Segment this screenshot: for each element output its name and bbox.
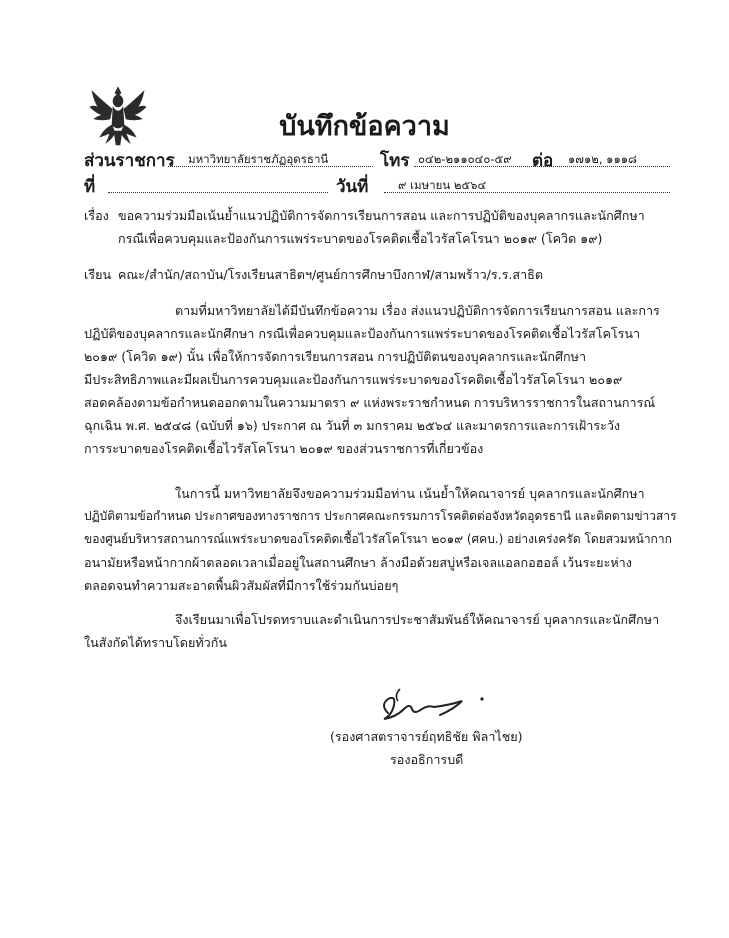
agency-label: ส่วนราชการ [84, 151, 175, 171]
recipient-label: เรียน [84, 267, 112, 282]
paragraph-1-line: ตามที่มหาวิทยาลัยได้มีบันทึกข้อความ เรื่อง ส่งแนวปฏิบัติการจัดการเรียนการสอน และการ [175, 303, 660, 318]
date-value: ๙ เมษายน ๒๕๖๔ [398, 178, 487, 192]
subject-label: เรื่อง [84, 208, 109, 223]
paragraph-1-line: สอดคล้องตามข้อกำหนดออกตามในความมาตรา ๙ แห่งพระราชกำหนด การบริหารราชการในสถานการณ์ [84, 395, 656, 410]
subject-line-1: ขอความร่วมมือเน้นย้ำแนวปฏิบัติการจัดการเรียนการสอน และการปฏิบัติของบุคลากรและนักศึกษา [118, 208, 645, 223]
paragraph-1-line: มีประสิทธิภาพและมีผลเป็นการควบคุมและป้องกันการแพร่ระบาดของโรคติดเชื้อไวรัสโคโรนา ๒๐๑๙ [84, 372, 623, 387]
paragraph-3-line: จึงเรียนมาเพื่อโปรดทราบและดำเนินการประชาสัมพันธ์ให้คณาจารย์ บุคลากรและนักศึกษา [175, 612, 660, 627]
phone-value: ๐๔๒-๒๑๑๐๔๐-๕๙ [418, 152, 512, 166]
number-label: ที่ [84, 177, 96, 197]
extension-value: ๑๗๑๒, ๑๑๑๘ [568, 152, 637, 166]
extension-label: ต่อ [532, 151, 554, 171]
paragraph-2-line: ของศูนย์บริหารสถานการณ์แพร่ระบาดของโรคติดเชื้อไวรัสโคโรนา ๒๐๑๙ (ศคบ.) อย่างเคร่งครัด โดยสวมหน้ากาก [84, 532, 672, 546]
paragraph-2-line: ตลอดจนทำความสะอาดพื้นผิวสัมผัสที่มีการใช้ร่วมกันบ่อยๆ [84, 578, 399, 593]
paragraph-1-line: ฉุกเฉิน พ.ศ. ๒๕๔๘ (ฉบับที่ ๑๖) ประกาศ ณ วันที่ ๓ มกราคม ๒๕๖๔ และมาตรการและการเฝ้าระวัง [84, 418, 621, 433]
signer-position: รองอธิการบดี [390, 752, 464, 767]
paragraph-2-line: ปฏิบัติตามข้อกำหนด ประกาศของทางราชการ ประกาศคณะกรรมการโรคติดต่อจังหวัดอุดรธานี และติดตามข่าวสาร [84, 509, 677, 523]
subject-line-2: กรณีเพื่อควบคุมและป้องกันการแพร่ระบาดของโรคติดเชื้อไวรัสโคโรนา ๒๐๑๙ (โควิด ๑๙) [118, 231, 603, 246]
signer-name: (รองศาสตราจารย์ฤทธิชัย พิลาไชย) [330, 729, 523, 744]
paragraph-1-line: ปฏิบัติของบุคลากรและนักศึกษา กรณีเพื่อควบคุมและป้องกันการแพร่ระบาดของโรคติดเชื้อไวรัสโคโรนา [84, 326, 641, 341]
paragraph-2-line: ในการนี้ มหาวิทยาลัยจึงขอความร่วมมือท่าน เน้นย้ำให้คณาจารย์ บุคลากรและนักศึกษา [175, 486, 645, 501]
agency-value: มหาวิทยาลัยราชภัฏอุดรธานี [188, 152, 329, 166]
number-dotted-line [108, 192, 328, 193]
recipient-value: คณะ/สำนัก/สถาบัน/โรงเรียนสาธิตฯ/ศูนย์การศึกษาบึงกาฬ/สามพร้าว/ร.ร.สาธิต [118, 267, 544, 282]
phone-label: โทร [380, 151, 410, 171]
paragraph-3-line: ในสังกัดได้ทราบโดยทั่วกัน [84, 635, 227, 650]
memo-title: บันทึกข้อความ [279, 111, 450, 142]
paragraph-1-line: ๒๐๑๙ (โควิด ๑๙) นั้น เพื่อให้การจัดการเรียนการสอน การปฏิบัติตนของบุคลากรและนักศึกษา [84, 349, 587, 364]
paragraph-2-line: อนามัยหรือหน้ากากผ้าตลอดเวลาเมื่ออยู่ในสถานศึกษา ล้างมือด้วยสบู่หรือเจลแอลกอฮอล์ เว้นระยะห่าง [84, 555, 632, 570]
paragraph-1-line: การระบาดของโรคติดเชื้อไวรัสโคโรนา ๒๐๑๙ ของส่วนราชการที่เกี่ยวข้อง [84, 441, 484, 456]
date-label: วันที่ [336, 177, 369, 197]
handwritten-signature-icon [370, 675, 500, 735]
